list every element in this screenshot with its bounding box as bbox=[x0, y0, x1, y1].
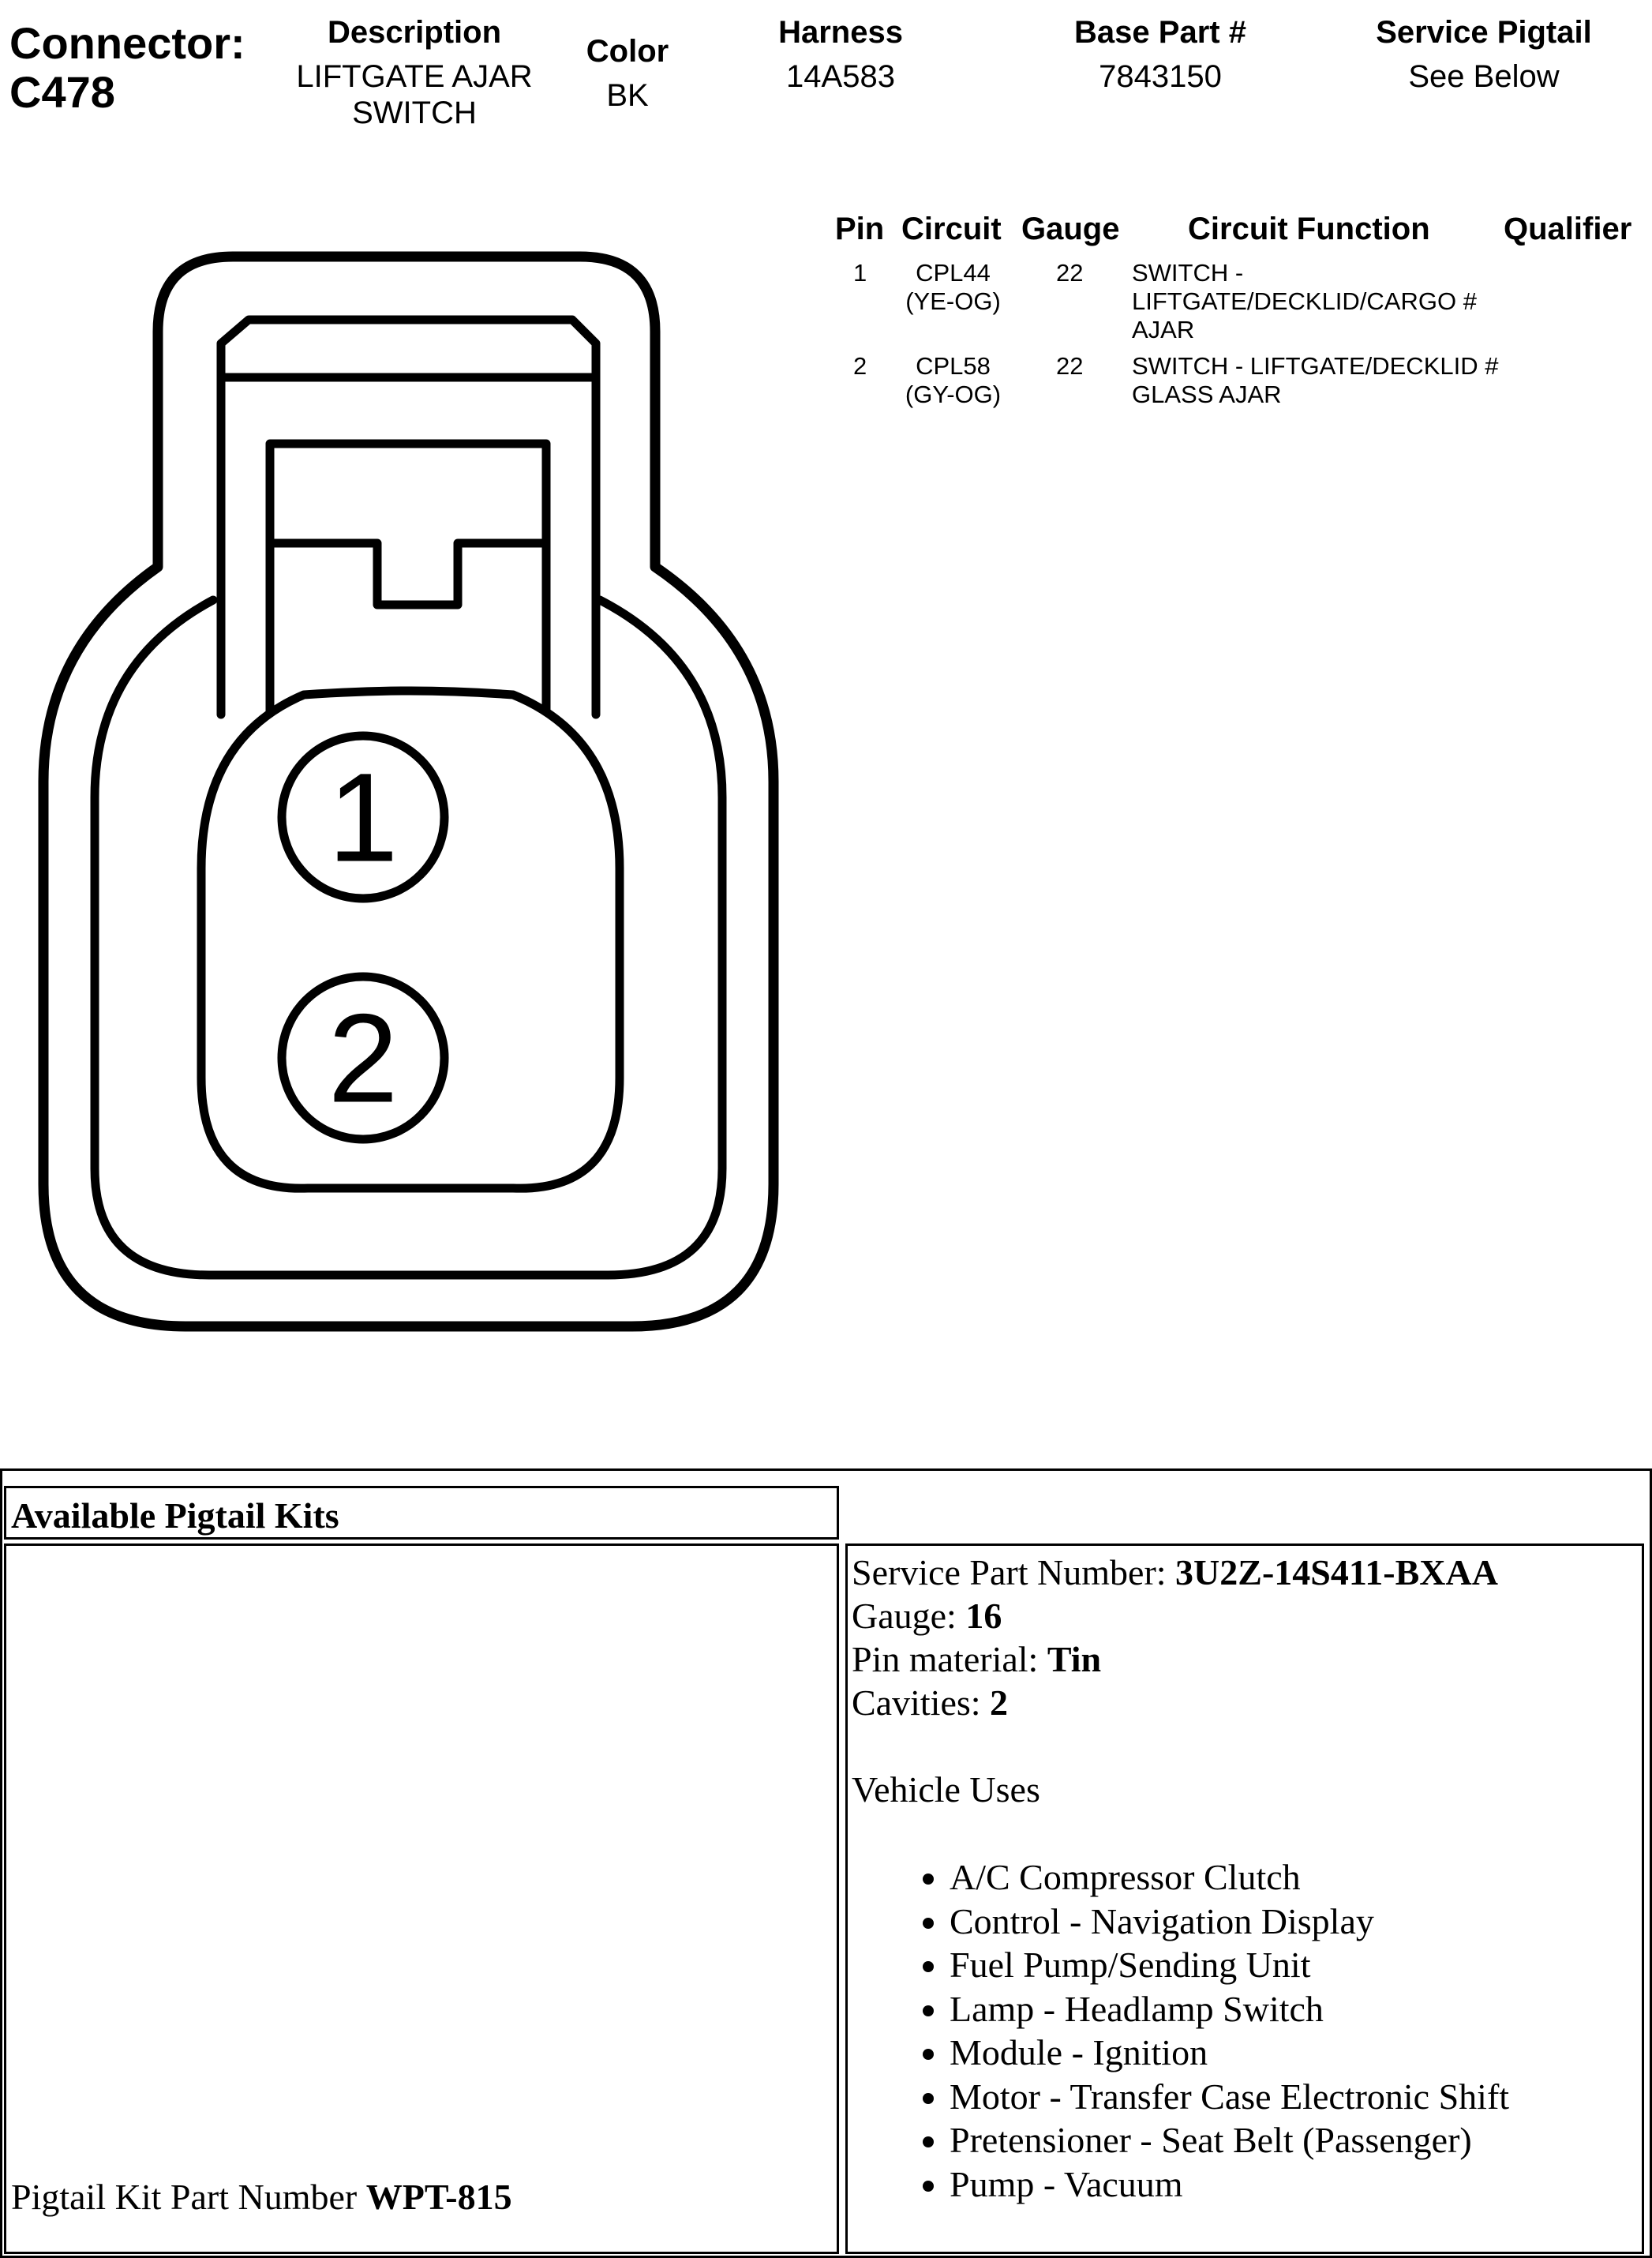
housing-outer-outline bbox=[43, 257, 774, 1326]
list-item: • Control - Navigation Display bbox=[950, 1900, 1642, 1944]
pigtail-kit-label: Pigtail Kit Part Number bbox=[11, 2177, 366, 2217]
description-header: Description bbox=[327, 15, 502, 50]
cavity-2-label: 2 bbox=[328, 987, 399, 1129]
connector-id: C478 bbox=[9, 67, 115, 117]
color-value: BK bbox=[606, 78, 649, 113]
pigtail-kits-title: Available Pigtail Kits bbox=[11, 1495, 339, 1536]
pigtail-details-cell bbox=[845, 1543, 1644, 2254]
gauge-label: Gauge: bbox=[852, 1596, 966, 1636]
list-item: • Fuel Pump/Sending Unit bbox=[950, 1943, 1642, 1987]
circuit-code: CPL58 bbox=[916, 352, 991, 380]
circuit-code: CPL44 bbox=[916, 259, 991, 287]
housing-inner-outline bbox=[95, 600, 722, 1275]
harness-header: Harness bbox=[778, 15, 903, 50]
cavities-label: Cavities: bbox=[852, 1682, 991, 1723]
base-part-column bbox=[1042, 14, 1279, 95]
cavity-1-label: 1 bbox=[328, 746, 399, 888]
pigtail-kits-title-cell bbox=[4, 1486, 839, 1540]
description-value-line1: LIFTGATE AJAR bbox=[296, 59, 533, 94]
service-pigtail-column bbox=[1326, 14, 1642, 95]
circuit-function-header: Circuit Function bbox=[1188, 212, 1430, 246]
harness-value: 14A583 bbox=[786, 59, 895, 94]
latch-window bbox=[270, 444, 546, 711]
pin-number: 2 bbox=[853, 352, 867, 380]
color-header: Color bbox=[586, 34, 669, 69]
gauge-number: 16 bbox=[965, 1596, 1002, 1636]
list-item: • Pump - Vacuum bbox=[950, 2162, 1642, 2207]
vehicle-uses-list bbox=[852, 1855, 1642, 2206]
service-part-number: 3U2Z-14S411-BXAA bbox=[1175, 1552, 1498, 1592]
color-column bbox=[564, 33, 691, 114]
cavities-value: 2 bbox=[990, 1682, 1009, 1723]
list-item: • Pretensioner - Seat Belt (Passenger) bbox=[950, 2118, 1642, 2162]
connector-title bbox=[9, 19, 245, 117]
circuit-color: (GY-OG) bbox=[905, 381, 1002, 408]
terminal-body-outline bbox=[201, 691, 620, 1188]
list-item: • Module - Ignition bbox=[950, 2031, 1642, 2075]
pigtail-kit-part-number bbox=[11, 2176, 512, 2218]
gauge-header: Gauge bbox=[1021, 212, 1120, 246]
base-part-value: 7843150 bbox=[1099, 59, 1222, 94]
list-item: • Motor - Transfer Case Electronic Shift bbox=[950, 2075, 1642, 2119]
connector-label: Connector: bbox=[9, 18, 245, 68]
connector-face-diagram bbox=[32, 237, 789, 1342]
description-value-line2: SWITCH bbox=[352, 96, 477, 130]
description-column bbox=[272, 14, 556, 131]
harness-column bbox=[742, 14, 939, 95]
pin-material-line bbox=[852, 1637, 1642, 1681]
pin-number: 1 bbox=[853, 259, 867, 287]
gauge-value: 22 bbox=[1056, 259, 1084, 287]
gauge-value: 22 bbox=[1056, 352, 1084, 380]
service-pigtail-header: Service Pigtail bbox=[1376, 15, 1592, 50]
list-item: • Lamp - Headlamp Switch bbox=[950, 1987, 1642, 2031]
cavities-line bbox=[852, 1681, 1642, 1724]
service-part-line bbox=[852, 1551, 1642, 1594]
base-part-header: Base Part # bbox=[1074, 15, 1246, 50]
circuit-id bbox=[900, 259, 1006, 316]
circuit-function: SWITCH - LIFTGATE/DECKLID/CARGO # AJAR bbox=[1132, 259, 1477, 343]
circuit-header: Circuit bbox=[901, 212, 1002, 246]
circuit-function: SWITCH - LIFTGATE/DECKLID # GLASS AJAR bbox=[1132, 352, 1499, 408]
pin-material-label: Pin material: bbox=[852, 1639, 1047, 1679]
qualifier-header: Qualifier bbox=[1504, 212, 1632, 246]
pigtail-kit-number: WPT-815 bbox=[365, 2177, 512, 2217]
pin-header: Pin bbox=[835, 212, 885, 246]
circuit-id bbox=[900, 352, 1006, 409]
pigtail-kit-part-cell bbox=[4, 1543, 839, 2254]
gauge-line bbox=[852, 1594, 1642, 1637]
vehicle-uses-heading: Vehicle Uses bbox=[852, 1769, 1040, 1810]
pin-material-value: Tin bbox=[1047, 1639, 1102, 1679]
list-item: • A/C Compressor Clutch bbox=[950, 1855, 1642, 1900]
service-pigtail-value: See Below bbox=[1408, 59, 1560, 94]
circuit-color: (YE-OG) bbox=[905, 287, 1001, 315]
service-part-label: Service Part Number: bbox=[852, 1552, 1176, 1592]
latch-notch bbox=[270, 543, 546, 605]
